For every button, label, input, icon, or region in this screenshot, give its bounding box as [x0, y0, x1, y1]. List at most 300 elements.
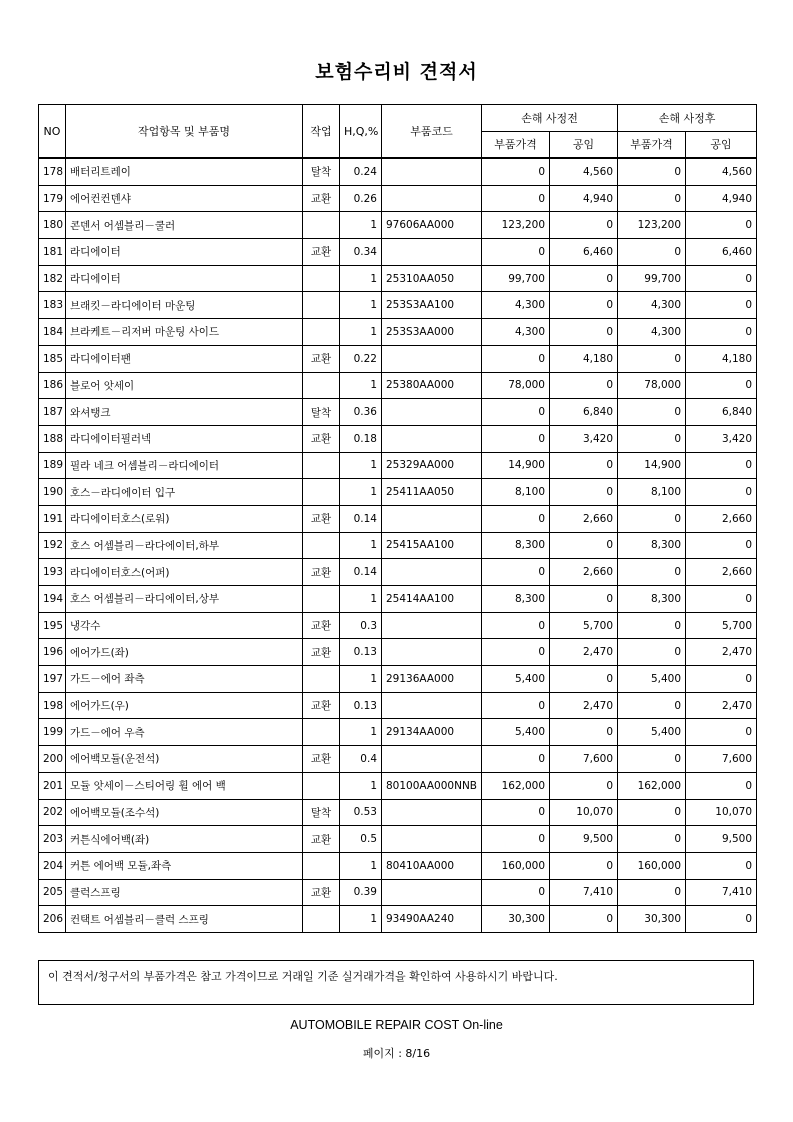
row-price-after: 0 — [618, 692, 686, 719]
row-part-code: 29136AA000 — [382, 666, 482, 693]
row-work — [303, 452, 340, 479]
row-item-name: 라디에이터필러넥 — [66, 425, 303, 452]
row-labor-before: 4,940 — [550, 185, 618, 212]
row-price-after: 0 — [618, 239, 686, 266]
row-item-name: 클럭스프링 — [66, 879, 303, 906]
row-no: 201 — [39, 772, 66, 799]
row-item-name: 호스 어셈블리－라디에이터,상부 — [66, 586, 303, 613]
row-price-after: 0 — [618, 185, 686, 212]
row-work: 교환 — [303, 639, 340, 666]
table-row — [39, 612, 757, 639]
row-labor-after: 0 — [686, 292, 757, 319]
row-work — [303, 372, 340, 399]
table-row — [39, 532, 757, 559]
row-item-name: 에어가드(좌) — [66, 639, 303, 666]
table-row — [39, 158, 757, 185]
row-part-code — [382, 692, 482, 719]
row-item-name: 라디에이터 — [66, 239, 303, 266]
row-work — [303, 719, 340, 746]
row-item-name: 냉각수 — [66, 612, 303, 639]
row-labor-after: 0 — [686, 906, 757, 933]
header-after-labor: 공임 — [686, 131, 757, 158]
row-hq: 1 — [340, 452, 382, 479]
row-price-before: 0 — [482, 345, 550, 372]
row-part-code: 25414AA100 — [382, 586, 482, 613]
row-work — [303, 292, 340, 319]
row-price-before: 14,900 — [482, 452, 550, 479]
row-price-after: 8,300 — [618, 532, 686, 559]
row-price-before: 8,300 — [482, 586, 550, 613]
row-labor-before: 7,410 — [550, 879, 618, 906]
document-title: 보험수리비 견적서 — [315, 61, 478, 83]
row-labor-before: 0 — [550, 586, 618, 613]
row-labor-after: 3,420 — [686, 425, 757, 452]
row-part-code — [382, 559, 482, 586]
row-part-code: 25310AA050 — [382, 265, 482, 292]
row-hq: 0.53 — [340, 799, 382, 826]
row-no: 202 — [39, 799, 66, 826]
row-part-code: 97606AA000 — [382, 212, 482, 239]
row-labor-after: 0 — [686, 532, 757, 559]
row-no: 206 — [39, 906, 66, 933]
row-part-code — [382, 345, 482, 372]
row-labor-after: 4,180 — [686, 345, 757, 372]
row-no: 181 — [39, 239, 66, 266]
row-item-name: 에어백모듈(운전석) — [66, 746, 303, 773]
row-hq: 1 — [340, 479, 382, 506]
header-work: 작업 — [303, 105, 340, 159]
header-item: 작업항목 및 부품명 — [66, 105, 303, 159]
row-no: 205 — [39, 879, 66, 906]
row-labor-after: 0 — [686, 479, 757, 506]
row-price-after: 8,100 — [618, 479, 686, 506]
row-price-after: 78,000 — [618, 372, 686, 399]
row-labor-before: 6,460 — [550, 239, 618, 266]
row-price-before: 0 — [482, 158, 550, 185]
row-part-code — [382, 799, 482, 826]
row-part-code — [382, 879, 482, 906]
row-no: 193 — [39, 559, 66, 586]
table-row — [39, 345, 757, 372]
row-work — [303, 319, 340, 346]
row-labor-before: 0 — [550, 265, 618, 292]
table-row — [39, 319, 757, 346]
row-price-after: 0 — [618, 559, 686, 586]
row-hq: 1 — [340, 906, 382, 933]
row-item-name: 가드－에어 좌측 — [66, 666, 303, 693]
row-item-name: 브라케트－리저버 마운팅 사이드 — [66, 319, 303, 346]
row-labor-before: 9,500 — [550, 826, 618, 853]
row-no: 186 — [39, 372, 66, 399]
row-item-name: 가드－에어 우측 — [66, 719, 303, 746]
row-labor-before: 0 — [550, 906, 618, 933]
row-price-before: 4,300 — [482, 292, 550, 319]
table-row — [39, 265, 757, 292]
row-hq: 0.14 — [340, 559, 382, 586]
row-item-name: 에어컨컨덴샤 — [66, 185, 303, 212]
row-price-before: 0 — [482, 692, 550, 719]
row-work: 교환 — [303, 692, 340, 719]
row-work — [303, 666, 340, 693]
row-labor-after: 6,840 — [686, 399, 757, 426]
row-labor-after: 5,700 — [686, 612, 757, 639]
row-work — [303, 479, 340, 506]
table-row — [39, 879, 757, 906]
row-labor-after: 7,600 — [686, 746, 757, 773]
row-labor-before: 0 — [550, 532, 618, 559]
row-part-code — [382, 505, 482, 532]
header-before-labor: 공임 — [550, 131, 618, 158]
row-labor-after: 0 — [686, 719, 757, 746]
row-labor-before: 0 — [550, 852, 618, 879]
row-labor-before: 4,560 — [550, 158, 618, 185]
row-labor-after: 9,500 — [686, 826, 757, 853]
row-hq: 1 — [340, 212, 382, 239]
header-no: NO — [39, 105, 66, 159]
row-hq: 1 — [340, 372, 382, 399]
table-row — [39, 185, 757, 212]
row-work: 교환 — [303, 239, 340, 266]
row-part-code: 253S3AA100 — [382, 292, 482, 319]
row-price-before: 8,300 — [482, 532, 550, 559]
row-price-after: 162,000 — [618, 772, 686, 799]
row-no: 185 — [39, 345, 66, 372]
row-work: 교환 — [303, 505, 340, 532]
row-no: 197 — [39, 666, 66, 693]
row-part-code — [382, 612, 482, 639]
row-price-before: 0 — [482, 559, 550, 586]
row-price-before: 30,300 — [482, 906, 550, 933]
row-price-after: 4,300 — [618, 292, 686, 319]
row-hq: 0.3 — [340, 612, 382, 639]
row-no: 187 — [39, 399, 66, 426]
row-work: 교환 — [303, 879, 340, 906]
row-price-after: 0 — [618, 639, 686, 666]
row-work: 교환 — [303, 559, 340, 586]
row-price-after: 0 — [618, 158, 686, 185]
row-price-after: 123,200 — [618, 212, 686, 239]
table-row — [39, 826, 757, 853]
row-no: 203 — [39, 826, 66, 853]
row-price-after: 0 — [618, 345, 686, 372]
row-no: 195 — [39, 612, 66, 639]
row-price-before: 0 — [482, 425, 550, 452]
row-price-before: 0 — [482, 399, 550, 426]
row-work — [303, 265, 340, 292]
row-price-before: 8,100 — [482, 479, 550, 506]
row-item-name: 라디에이터호스(로워) — [66, 505, 303, 532]
row-hq: 0.26 — [340, 185, 382, 212]
row-price-before: 4,300 — [482, 319, 550, 346]
row-labor-before: 0 — [550, 292, 618, 319]
row-part-code: 80100AA000NNB — [382, 772, 482, 799]
row-labor-before: 2,660 — [550, 505, 618, 532]
table-row — [39, 425, 757, 452]
row-no: 180 — [39, 212, 66, 239]
table-row — [39, 746, 757, 773]
row-price-before: 0 — [482, 505, 550, 532]
table-row — [39, 505, 757, 532]
table-row — [39, 666, 757, 693]
row-price-before: 99,700 — [482, 265, 550, 292]
row-work: 탈착 — [303, 158, 340, 185]
row-hq: 1 — [340, 319, 382, 346]
row-no: 192 — [39, 532, 66, 559]
row-labor-after: 4,940 — [686, 185, 757, 212]
row-labor-before: 0 — [550, 479, 618, 506]
row-hq: 1 — [340, 772, 382, 799]
row-no: 189 — [39, 452, 66, 479]
row-price-after: 14,900 — [618, 452, 686, 479]
row-item-name: 콘덴서 어셈블리－쿨러 — [66, 212, 303, 239]
row-item-name: 라디에이터호스(어퍼) — [66, 559, 303, 586]
row-labor-before: 2,470 — [550, 692, 618, 719]
table-row — [39, 906, 757, 933]
row-price-after: 0 — [618, 746, 686, 773]
row-work — [303, 852, 340, 879]
row-hq: 0.18 — [340, 425, 382, 452]
row-price-before: 0 — [482, 239, 550, 266]
row-labor-before: 0 — [550, 666, 618, 693]
row-labor-after: 7,410 — [686, 879, 757, 906]
row-item-name: 브래킷－라디에이터 마운팅 — [66, 292, 303, 319]
row-work: 탈착 — [303, 799, 340, 826]
row-part-code: 25411AA050 — [382, 479, 482, 506]
row-part-code: 29134AA000 — [382, 719, 482, 746]
table-row — [39, 772, 757, 799]
row-price-before: 0 — [482, 879, 550, 906]
row-hq: 0.22 — [340, 345, 382, 372]
row-labor-after: 0 — [686, 586, 757, 613]
row-labor-after: 0 — [686, 452, 757, 479]
row-work — [303, 212, 340, 239]
row-no: 200 — [39, 746, 66, 773]
row-labor-after: 0 — [686, 666, 757, 693]
row-labor-before: 0 — [550, 772, 618, 799]
row-part-code: 80410AA000 — [382, 852, 482, 879]
table-row — [39, 292, 757, 319]
row-no: 196 — [39, 639, 66, 666]
row-price-before: 0 — [482, 826, 550, 853]
row-no: 178 — [39, 158, 66, 185]
row-item-name: 필라 네크 어셈블리－라디에이터 — [66, 452, 303, 479]
row-no: 188 — [39, 425, 66, 452]
table-row — [39, 639, 757, 666]
row-part-code: 93490AA240 — [382, 906, 482, 933]
row-labor-after: 6,460 — [686, 239, 757, 266]
row-item-name: 호스－라디에이터 입구 — [66, 479, 303, 506]
row-item-name: 배터리트레이 — [66, 158, 303, 185]
row-hq: 0.13 — [340, 639, 382, 666]
row-price-after: 0 — [618, 612, 686, 639]
row-labor-after: 2,470 — [686, 692, 757, 719]
row-no: 204 — [39, 852, 66, 879]
estimate-table — [38, 104, 757, 933]
row-no: 190 — [39, 479, 66, 506]
row-item-name: 컨택트 어셈블리－클럭 스프링 — [66, 906, 303, 933]
row-work: 교환 — [303, 612, 340, 639]
table-row — [39, 452, 757, 479]
row-hq: 1 — [340, 532, 382, 559]
row-labor-before: 0 — [550, 319, 618, 346]
row-work — [303, 906, 340, 933]
row-part-code — [382, 639, 482, 666]
row-price-after: 0 — [618, 425, 686, 452]
row-labor-after: 0 — [686, 319, 757, 346]
row-work: 교환 — [303, 185, 340, 212]
row-labor-after: 2,470 — [686, 639, 757, 666]
row-price-after: 0 — [618, 826, 686, 853]
row-no: 184 — [39, 319, 66, 346]
row-price-before: 0 — [482, 639, 550, 666]
row-labor-after: 0 — [686, 372, 757, 399]
row-no: 183 — [39, 292, 66, 319]
row-labor-after: 10,070 — [686, 799, 757, 826]
row-hq: 1 — [340, 719, 382, 746]
row-work: 교환 — [303, 345, 340, 372]
row-price-after: 5,400 — [618, 666, 686, 693]
row-labor-before: 2,470 — [550, 639, 618, 666]
table-row — [39, 586, 757, 613]
row-hq: 1 — [340, 586, 382, 613]
row-part-code: 25415AA100 — [382, 532, 482, 559]
row-no: 191 — [39, 505, 66, 532]
row-labor-after: 4,560 — [686, 158, 757, 185]
row-price-after: 8,300 — [618, 586, 686, 613]
row-labor-before: 3,420 — [550, 425, 618, 452]
row-hq: 0.39 — [340, 879, 382, 906]
row-work — [303, 532, 340, 559]
row-price-after: 0 — [618, 505, 686, 532]
row-no: 182 — [39, 265, 66, 292]
row-labor-before: 0 — [550, 452, 618, 479]
row-price-before: 162,000 — [482, 772, 550, 799]
header-after-price: 부품가격 — [618, 131, 686, 158]
table-row — [39, 372, 757, 399]
header-after: 손해 사정후 — [618, 105, 757, 132]
row-work — [303, 586, 340, 613]
row-part-code — [382, 425, 482, 452]
row-item-name: 블로어 앗세이 — [66, 372, 303, 399]
table-row — [39, 692, 757, 719]
row-price-after: 30,300 — [618, 906, 686, 933]
page-number: 페이지 : 8/16 — [362, 1047, 431, 1060]
row-hq: 0.5 — [340, 826, 382, 853]
row-labor-after: 0 — [686, 265, 757, 292]
row-labor-before: 0 — [550, 372, 618, 399]
row-work: 교환 — [303, 425, 340, 452]
row-price-before: 0 — [482, 612, 550, 639]
row-price-before: 78,000 — [482, 372, 550, 399]
row-price-after: 0 — [618, 399, 686, 426]
row-item-name: 커튼 에어백 모듈,좌측 — [66, 852, 303, 879]
row-work: 교환 — [303, 826, 340, 853]
row-price-after: 4,300 — [618, 319, 686, 346]
row-labor-after: 0 — [686, 772, 757, 799]
row-price-before: 0 — [482, 746, 550, 773]
row-part-code — [382, 239, 482, 266]
table-row — [39, 212, 757, 239]
row-hq: 0.4 — [340, 746, 382, 773]
row-price-after: 5,400 — [618, 719, 686, 746]
header-before: 손해 사정전 — [482, 105, 618, 132]
row-part-code — [382, 746, 482, 773]
header-before-price: 부품가격 — [482, 131, 550, 158]
table-row — [39, 799, 757, 826]
price-notice: 이 견적서/청구서의 부품가격은 참고 가격이므로 거래일 기준 실거래가격을 확인하여 사용하시기 바랍니다. — [38, 960, 754, 1005]
row-work: 교환 — [303, 746, 340, 773]
row-item-name: 에어백모듈(조수석) — [66, 799, 303, 826]
row-part-code: 25380AA000 — [382, 372, 482, 399]
row-item-name: 라디에이터팬 — [66, 345, 303, 372]
table-row — [39, 239, 757, 266]
row-hq: 1 — [340, 852, 382, 879]
row-labor-after: 2,660 — [686, 559, 757, 586]
table-row — [39, 559, 757, 586]
row-labor-before: 5,700 — [550, 612, 618, 639]
row-no: 194 — [39, 586, 66, 613]
row-item-name: 호스 어셈블리－라다에이터,하부 — [66, 532, 303, 559]
header-hq: H,Q,% — [340, 105, 382, 159]
row-labor-before: 0 — [550, 719, 618, 746]
row-labor-before: 2,660 — [550, 559, 618, 586]
row-labor-before: 7,600 — [550, 746, 618, 773]
row-labor-after: 0 — [686, 852, 757, 879]
row-price-after: 0 — [618, 799, 686, 826]
row-work — [303, 772, 340, 799]
row-labor-before: 4,180 — [550, 345, 618, 372]
row-part-code — [382, 399, 482, 426]
header-code: 부품코드 — [382, 105, 482, 159]
row-labor-before: 10,070 — [550, 799, 618, 826]
row-item-name: 커튼식에어백(좌) — [66, 826, 303, 853]
table-row — [39, 399, 757, 426]
row-labor-after: 2,660 — [686, 505, 757, 532]
row-hq: 0.34 — [340, 239, 382, 266]
row-part-code: 25329AA000 — [382, 452, 482, 479]
row-hq: 0.13 — [340, 692, 382, 719]
footer-brand: AUTOMOBILE REPAIR COST On-line — [290, 1018, 503, 1032]
row-price-after: 160,000 — [618, 852, 686, 879]
row-item-name: 와셔탱크 — [66, 399, 303, 426]
row-no: 179 — [39, 185, 66, 212]
row-no: 199 — [39, 719, 66, 746]
row-labor-after: 0 — [686, 212, 757, 239]
row-part-code — [382, 185, 482, 212]
row-no: 198 — [39, 692, 66, 719]
row-price-after: 99,700 — [618, 265, 686, 292]
row-hq: 0.14 — [340, 505, 382, 532]
row-labor-before: 0 — [550, 212, 618, 239]
row-price-before: 5,400 — [482, 719, 550, 746]
row-price-after: 0 — [618, 879, 686, 906]
row-price-before: 5,400 — [482, 666, 550, 693]
row-hq: 1 — [340, 666, 382, 693]
row-price-before: 160,000 — [482, 852, 550, 879]
row-hq: 0.24 — [340, 158, 382, 185]
row-item-name: 모듈 앗세이－스티어링 휠 에어 백 — [66, 772, 303, 799]
row-price-before: 0 — [482, 799, 550, 826]
table-row — [39, 479, 757, 506]
row-hq: 0.36 — [340, 399, 382, 426]
row-labor-before: 6,840 — [550, 399, 618, 426]
row-work: 탈착 — [303, 399, 340, 426]
row-price-before: 123,200 — [482, 212, 550, 239]
row-part-code — [382, 158, 482, 185]
row-hq: 1 — [340, 292, 382, 319]
row-part-code — [382, 826, 482, 853]
table-row — [39, 719, 757, 746]
